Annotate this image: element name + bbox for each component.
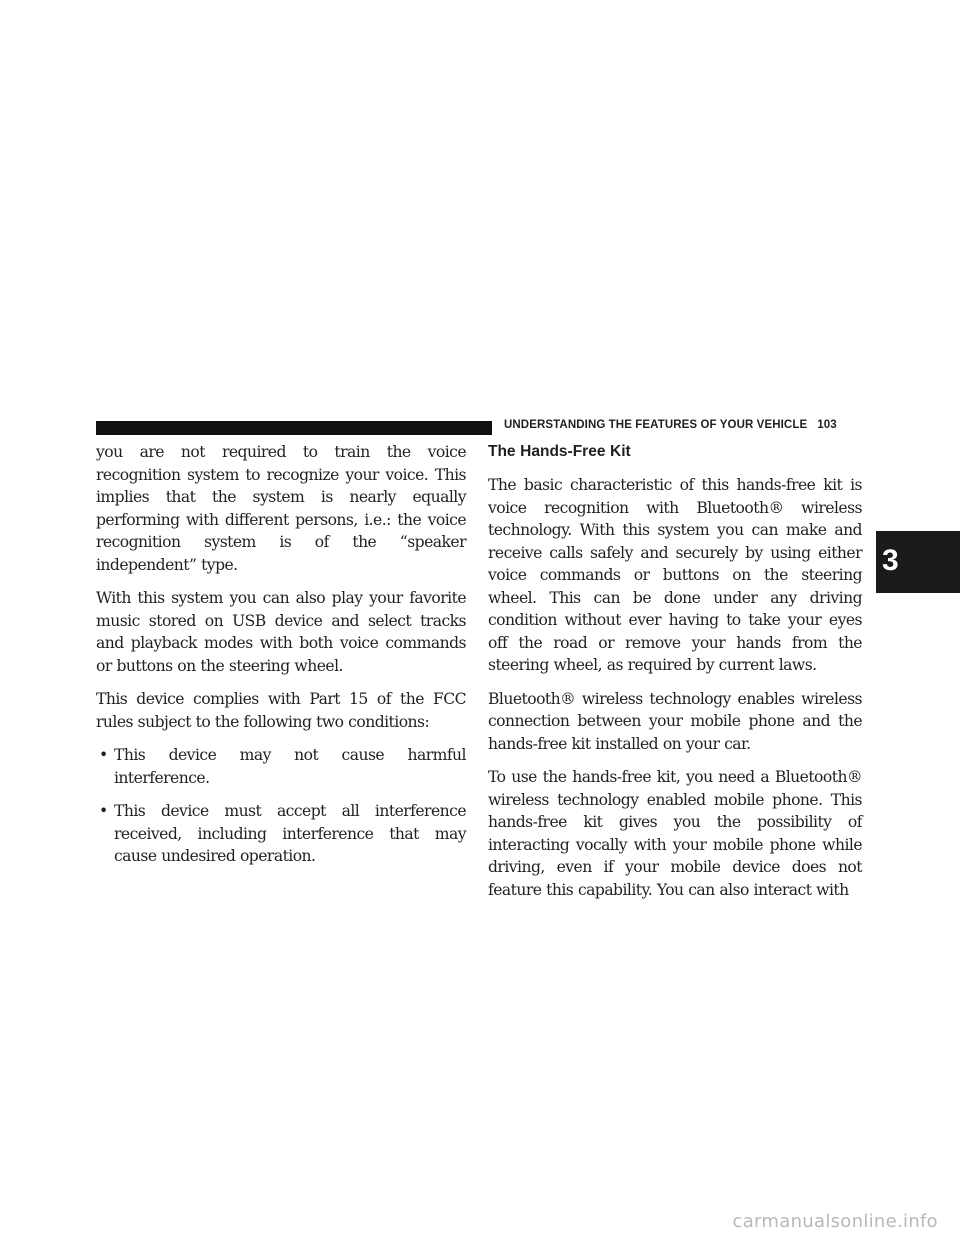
- running-header: [504, 419, 837, 431]
- list-item: [96, 744, 466, 789]
- chapter-title: UNDERSTANDING THE FEATURES OF YOUR VEHICLE: [504, 419, 808, 431]
- section-heading: The Hands-Free Kit: [488, 443, 631, 460]
- paragraph: you are not required to train the voice recognition system to recognize your voice. This implies that the system is nearly equally performing with different persons, i.e.: the voice recognition system is of the “speaker independent” type.: [96, 443, 466, 574]
- paragraph: To use the hands-free kit, you need a Bluetooth® wireless technology enabled mobile phone. This hands-free kit gives you the possibility of interacting vocally with your mobile phone while driving, even if your mobile device does not feature this capability. You can also interact with: [488, 768, 862, 899]
- list-item-text: This device must accept all interference received, including interference that may cause undesired operation.: [114, 802, 466, 865]
- paragraph: This device complies with Part 15 of the FCC rules subject to the following two conditions:: [96, 690, 466, 731]
- bullet-icon: •: [99, 802, 108, 820]
- list-item-text: This device may not cause harmful interference.: [114, 746, 466, 787]
- paragraph: Bluetooth® wireless technology enables wireless connection between your mobile phone and the hands-free kit installed on your car.: [488, 689, 862, 753]
- paragraph: The basic characteristic of this hands-free kit is voice recognition with Bluetooth® wireless technology. With this system you can make and receive calls safely and securely by using either voice commands or buttons on the steering wheel. This can be done under any driving condition without ever having to take your eyes off the road or remove your hands from the steering wheel, as required by current laws.: [488, 476, 862, 674]
- paragraph: With this system you can also play your favorite music stored on USB device and select tracks and playback modes with both voice commands or buttons on the steering wheel.: [96, 589, 466, 675]
- chapter-tab: [876, 531, 960, 593]
- page-number: 103: [817, 419, 837, 431]
- header-rule-bar: [96, 421, 492, 435]
- list-item: [96, 800, 466, 868]
- chapter-tab-number: 3: [882, 544, 899, 577]
- left-column: [96, 441, 466, 879]
- watermark: carmanualsonline.info: [732, 1211, 938, 1232]
- right-column: [488, 441, 862, 912]
- bullet-icon: •: [99, 746, 108, 764]
- conditions-list: [96, 744, 466, 868]
